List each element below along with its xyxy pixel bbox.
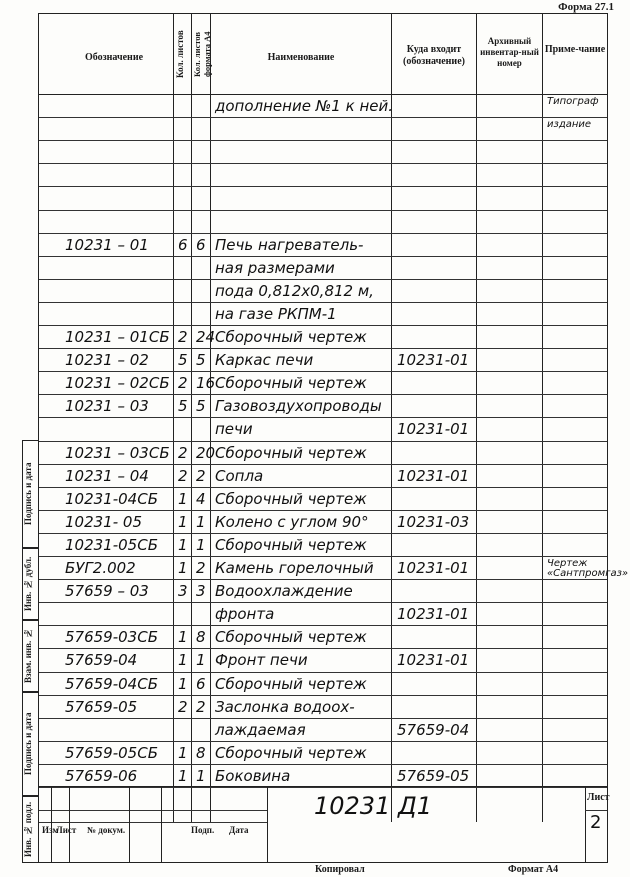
header-name: Наименование <box>267 52 335 63</box>
cell-sheets: 1 <box>178 766 188 785</box>
cell-designation: 57659-04СБ <box>65 674 158 693</box>
row-rule <box>39 602 607 603</box>
stamp-label-doc: № докум. <box>87 825 126 835</box>
row-rule <box>39 348 607 349</box>
cell-sheets-a4: 1 <box>196 766 206 785</box>
cell-sheets: 3 <box>178 582 188 601</box>
side-label-orig-inv: Инв. № подл. <box>23 801 33 858</box>
cell-sheets: 5 <box>178 351 188 370</box>
cell-where-used: 10231-01 <box>397 651 470 670</box>
cell-sheets-a4: 16 <box>196 374 216 393</box>
stamp-col-sign <box>161 786 162 862</box>
cell-designation: 57659-05СБ <box>65 743 158 762</box>
cell-sheets: 1 <box>178 535 188 554</box>
cell-designation: 10231-04СБ <box>65 489 158 508</box>
side-label-signature-2: Подпись и дата <box>23 712 33 776</box>
cell-name: Сборочный чертеж <box>215 443 367 462</box>
side-label-signature-1: Подпись и дата <box>23 462 33 526</box>
cell-where-used: 57659-05 <box>397 766 470 785</box>
cell-name: Сборочный чертеж <box>215 374 367 393</box>
row-rule <box>39 279 607 280</box>
cell-name: Фронт печи <box>215 651 308 670</box>
footer-copied: Копировал <box>315 864 365 875</box>
cell-designation: 57659-03СБ <box>65 628 158 647</box>
cell-sheets-a4: 2 <box>196 466 206 485</box>
cell-where-used: 10231-01 <box>397 605 470 624</box>
cell-sheets: 5 <box>178 397 188 416</box>
cell-sheets-a4: 5 <box>196 397 206 416</box>
stamp-col-doc <box>129 786 130 862</box>
row-rule <box>39 302 607 303</box>
cell-designation: 57659-05 <box>65 697 138 716</box>
cell-name: Колено с углом 90° <box>215 512 369 531</box>
cell-sheets: 1 <box>178 651 188 670</box>
cell-sheets: 1 <box>178 559 188 577</box>
row-rule <box>39 417 607 418</box>
cell-designation: 57659 – 03 <box>65 582 149 601</box>
cell-name: печи <box>215 420 253 439</box>
header-note: Приме-чание <box>544 44 606 55</box>
row-rule <box>39 764 607 765</box>
row-rule <box>39 256 607 257</box>
cell-designation: 57659-06 <box>65 766 138 785</box>
cell-designation: 10231 – 01СБ <box>65 328 170 346</box>
row-rule <box>39 233 607 234</box>
cell-designation: 10231 – 03 <box>65 397 149 416</box>
cell-sheets: 1 <box>178 512 188 531</box>
stamp-label-list: Лист <box>56 825 77 835</box>
cell-note: Типограф <box>547 96 599 107</box>
header-where-used: Куда входит (обозначение) <box>403 44 465 67</box>
side-label-dup-inv: Инв. № дубл. <box>23 556 33 612</box>
row-rule <box>39 718 607 719</box>
header-bottom-rule <box>39 94 607 95</box>
row-rule <box>39 487 607 488</box>
cell-sheets: 1 <box>178 628 188 647</box>
row-rule <box>39 394 607 395</box>
cell-name: Заслонка водоох- <box>215 697 355 716</box>
row-rule <box>39 625 607 626</box>
header-archive: Архивный инвентар-ный номер <box>480 36 539 68</box>
cell-sheets-a4: 4 <box>196 489 206 508</box>
sheet-number: 2 <box>590 812 602 833</box>
cell-sheets: 2 <box>178 697 188 716</box>
cell-name: Камень горелочный <box>215 559 374 577</box>
stamp-col-izm <box>51 786 52 862</box>
cell-name: Каркас печи <box>215 351 314 370</box>
cell-designation: 10231 – 02СБ <box>65 374 170 393</box>
header-sheets: Кол. листов <box>175 30 185 78</box>
sheet-label: Лист <box>587 792 610 803</box>
cell-note: Чертеж «Сантпромгаз» <box>547 558 629 579</box>
cell-where-used: 10231-01 <box>397 420 470 439</box>
cell-sheets: 2 <box>178 374 188 393</box>
stamp-inner-rule <box>39 810 267 811</box>
cell-designation: 10231 – 04 <box>65 466 149 485</box>
document-sheet <box>38 13 629 863</box>
row-rule <box>39 464 607 465</box>
row-rule <box>39 510 607 511</box>
cell-name: на газе РКПМ-1 <box>215 304 337 323</box>
row-rule <box>39 325 607 326</box>
cell-sheets: 1 <box>178 489 188 508</box>
cell-designation: 10231 – 03СБ <box>65 443 170 462</box>
row-rule <box>39 741 607 742</box>
cell-sheets-a4: 5 <box>196 351 206 370</box>
row-rule <box>39 695 607 696</box>
cell-sheets: 2 <box>178 466 188 485</box>
row-rule <box>39 787 607 788</box>
cell-name: лаждаемая <box>215 720 306 739</box>
row-rule <box>39 186 607 187</box>
row-rule <box>39 556 607 557</box>
side-label-replace-inv: Взам. инв. № <box>23 628 33 684</box>
stamp-sheet-divider <box>585 786 586 862</box>
cell-name: Сборочный чертеж <box>215 743 367 762</box>
cell-designation: 10231- 05 <box>65 512 142 531</box>
cell-note: издание <box>547 119 592 131</box>
cell-name: Сборочный чертеж <box>215 628 367 647</box>
cell-sheets-a4: 3 <box>196 582 206 601</box>
row-rule <box>39 140 607 141</box>
cell-name: Сборочный чертеж <box>215 535 367 554</box>
header-sheets-a4: Кол. листов формата А4 <box>192 31 212 77</box>
cell-sheets: 1 <box>178 674 188 693</box>
cell-sheets-a4: 1 <box>196 535 206 554</box>
cell-name: Сборочный чертеж <box>215 674 367 693</box>
cell-designation: 10231 – 01 <box>65 235 149 254</box>
row-rule <box>39 441 607 442</box>
stamp-label-sign: Подп. <box>191 825 215 835</box>
sheet-rule <box>585 810 607 811</box>
cell-sheets-a4: 20 <box>196 443 216 462</box>
stamp-top-rule <box>39 786 607 787</box>
row-rule <box>39 371 607 372</box>
cell-designation: 10231 – 02 <box>65 351 149 370</box>
document-code: 10231 Д1 <box>314 792 432 820</box>
row-rule <box>39 579 607 580</box>
cell-where-used: 10231-01 <box>397 351 470 370</box>
cell-where-used: 10231-01 <box>397 466 470 485</box>
cell-sheets: 6 <box>178 235 188 254</box>
cell-sheets-a4: 24 <box>196 328 216 346</box>
cell-sheets-a4: 6 <box>196 674 206 693</box>
cell-designation: БУГ2.002 <box>65 559 136 577</box>
stamp-label-izm: Изм <box>42 825 59 835</box>
row-rule <box>39 210 607 211</box>
cell-name: дополнение №1 к ней. <box>215 97 394 115</box>
form-number: Форма 27.1 <box>558 1 614 13</box>
cell-name: Водоохлаждение <box>215 582 353 601</box>
row-rule <box>39 533 607 534</box>
cell-name: ная размерами <box>215 258 335 277</box>
cell-sheets: 2 <box>178 443 188 462</box>
cell-designation: 57659-04 <box>65 651 138 670</box>
cell-sheets: 2 <box>178 328 188 346</box>
row-rule <box>39 648 607 649</box>
cell-sheets-a4: 1 <box>196 512 206 531</box>
cell-sheets-a4: 2 <box>196 697 206 716</box>
cell-name: Боковина <box>215 766 291 785</box>
stamp-inner-rule-2 <box>39 822 267 823</box>
cell-name: Сборочный чертеж <box>215 328 367 346</box>
row-rule <box>39 163 607 164</box>
cell-sheets-a4: 1 <box>196 651 206 670</box>
cell-sheets-a4: 6 <box>196 235 206 254</box>
cell-name: пода 0,812х0,812 м, <box>215 281 374 300</box>
stamp-col-list <box>69 786 70 862</box>
cell-sheets-a4: 8 <box>196 743 206 762</box>
cell-sheets-a4: 2 <box>196 559 206 577</box>
cell-where-used: 57659-04 <box>397 720 470 739</box>
row-rule <box>39 672 607 673</box>
cell-name: Печь нагреватель- <box>215 235 364 254</box>
stamp-divider <box>267 786 268 862</box>
cell-where-used: 10231-03 <box>397 512 470 531</box>
cell-where-used: 10231-01 <box>397 559 470 577</box>
header-designation: Обозначение <box>84 52 144 63</box>
cell-name: Газовоздухопроводы <box>215 397 382 416</box>
cell-sheets: 1 <box>178 743 188 762</box>
footer-format: Формат А4 <box>508 864 559 875</box>
cell-name: Сопла <box>215 466 264 485</box>
cell-name: Сборочный чертеж <box>215 489 367 508</box>
cell-sheets-a4: 8 <box>196 628 206 647</box>
cell-name: фронта <box>215 605 275 624</box>
cell-designation: 10231-05СБ <box>65 535 158 554</box>
row-rule <box>39 117 607 118</box>
stamp-label-date: Дата <box>229 825 249 835</box>
